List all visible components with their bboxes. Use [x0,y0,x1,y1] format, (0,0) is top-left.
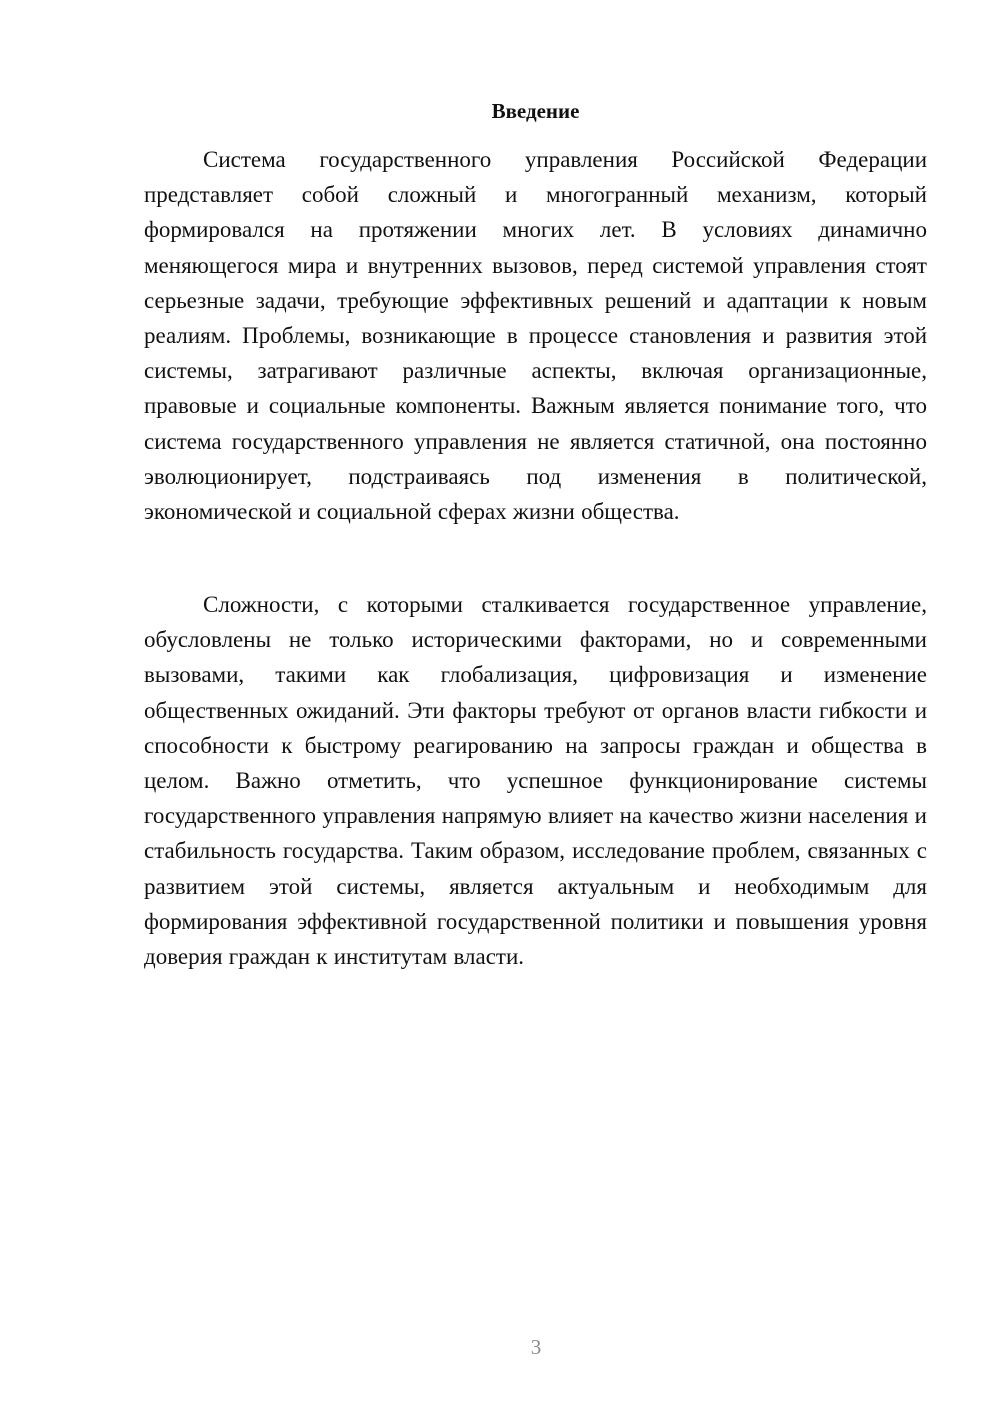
page-number: 3 [530,1335,542,1359]
paragraph-1: Система государственного управления Российской Федерации представляет собой сложный и многогранный механизм, который формировался на протяжении многих лет. В условиях динамично меняющегося мира и внутренних вызовов, перед системой управления стоят серьезные задачи, требующие эффективных решений и адаптации к новым реалиям. Проблемы, возникающие в процессе становления и развития этой системы, затрагивают различные аспекты, включая организационные, правовые и социальные компоненты. Важным является понимание того, что система государственного управления не является статичной, она постоянно эволюционирует, подстраиваясь под изменения в политической, экономической и социальной сферах жизни общества. [144,147,927,525]
section-heading: Введение [491,99,580,123]
paragraph-2: Сложности, с которыми сталкивается государственное управление, обусловлены не только историческими факторами, но и современными вызовами, такими как глобализация, цифровизация и изменение общественных ожиданий. Эти факторы требуют от органов власти гибкости и способности к быстрому реагированию на запросы граждан и общества в целом. Важно отметить, что успешное функционирование системы государственного управления напрямую влияет на качество жизни населения и стабильность государства. Таким образом, исследование проблем, связанных с развитием этой системы, является актуальным и необходимым для формирования эффективной государственной политики и повышения уровня доверия граждан к институтам власти. [144,592,927,970]
